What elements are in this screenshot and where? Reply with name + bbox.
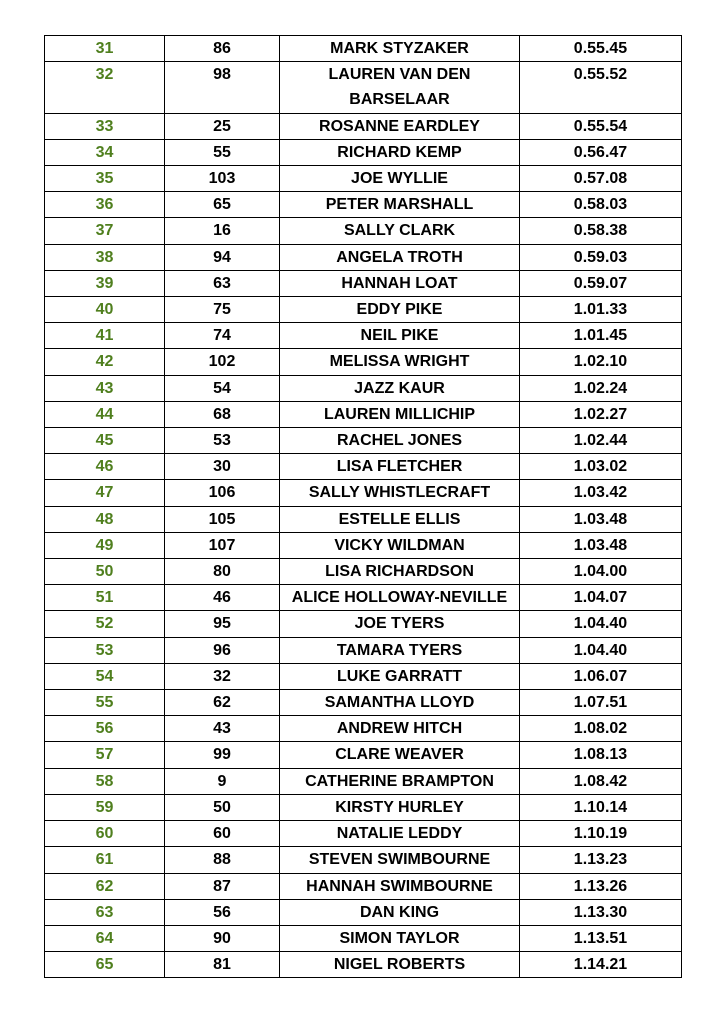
race-number-cell: 25 [165, 113, 280, 139]
table-row [45, 218, 682, 244]
table-row [45, 349, 682, 375]
runner-name-cell: LAUREN MILLICHIP [280, 401, 520, 427]
race-number-cell: 99 [165, 742, 280, 768]
race-number-cell: 102 [165, 349, 280, 375]
finish-time-cell: 1.02.10 [520, 349, 682, 375]
race-number-cell: 86 [165, 36, 280, 62]
position-cell: 61 [45, 847, 165, 873]
race-number-cell: 56 [165, 899, 280, 925]
table-row [45, 139, 682, 165]
position-cell: 35 [45, 166, 165, 192]
position-cell: 55 [45, 690, 165, 716]
finish-time-cell: 1.02.44 [520, 428, 682, 454]
position-cell: 42 [45, 349, 165, 375]
position-cell: 58 [45, 768, 165, 794]
table-row [45, 454, 682, 480]
finish-time-cell: 0.55.45 [520, 36, 682, 62]
race-number-cell: 95 [165, 611, 280, 637]
finish-time-cell: 0.55.52 [520, 62, 682, 113]
finish-time-cell: 1.08.02 [520, 716, 682, 742]
finish-time-cell: 0.59.07 [520, 270, 682, 296]
table-row [45, 637, 682, 663]
table-row [45, 401, 682, 427]
finish-time-cell: 0.58.38 [520, 218, 682, 244]
table-row [45, 742, 682, 768]
position-cell: 45 [45, 428, 165, 454]
finish-time-cell: 1.02.24 [520, 375, 682, 401]
finish-time-cell: 1.13.51 [520, 925, 682, 951]
table-row [45, 559, 682, 585]
runner-name-cell: SALLY WHISTLECRAFT [280, 480, 520, 506]
runner-name-cell: HANNAH SWIMBOURNE [280, 873, 520, 899]
race-number-cell: 30 [165, 454, 280, 480]
position-cell: 33 [45, 113, 165, 139]
race-number-cell: 107 [165, 532, 280, 558]
position-cell: 34 [45, 139, 165, 165]
runner-name-cell: CLARE WEAVER [280, 742, 520, 768]
table-row [45, 532, 682, 558]
race-number-cell: 98 [165, 62, 280, 113]
finish-time-cell: 1.04.40 [520, 637, 682, 663]
runner-name-cell: LISA RICHARDSON [280, 559, 520, 585]
runner-name-cell: SIMON TAYLOR [280, 925, 520, 951]
finish-time-cell: 1.08.13 [520, 742, 682, 768]
table-row [45, 62, 682, 113]
finish-time-cell: 0.55.54 [520, 113, 682, 139]
finish-time-cell: 1.06.07 [520, 663, 682, 689]
table-row [45, 585, 682, 611]
runner-name-cell: PETER MARSHALL [280, 192, 520, 218]
table-row [45, 899, 682, 925]
finish-time-cell: 1.08.42 [520, 768, 682, 794]
runner-name-cell: RACHEL JONES [280, 428, 520, 454]
runner-name-cell: LAUREN VAN DEN BARSELAAR [280, 62, 520, 113]
runner-name-cell: MELISSA WRIGHT [280, 349, 520, 375]
position-cell: 52 [45, 611, 165, 637]
table-row [45, 873, 682, 899]
finish-time-cell: 1.03.48 [520, 506, 682, 532]
finish-time-cell: 1.01.45 [520, 323, 682, 349]
race-number-cell: 94 [165, 244, 280, 270]
finish-time-cell: 1.13.26 [520, 873, 682, 899]
position-cell: 31 [45, 36, 165, 62]
race-number-cell: 103 [165, 166, 280, 192]
position-cell: 51 [45, 585, 165, 611]
position-cell: 47 [45, 480, 165, 506]
runner-name-cell: EDDY PIKE [280, 297, 520, 323]
position-cell: 56 [45, 716, 165, 742]
results-table-body [45, 36, 682, 978]
finish-time-cell: 1.02.27 [520, 401, 682, 427]
runner-name-cell: JOE WYLLIE [280, 166, 520, 192]
finish-time-cell: 1.04.07 [520, 585, 682, 611]
race-number-cell: 43 [165, 716, 280, 742]
table-row [45, 663, 682, 689]
results-table [44, 35, 682, 978]
table-row [45, 323, 682, 349]
race-number-cell: 90 [165, 925, 280, 951]
finish-time-cell: 1.03.42 [520, 480, 682, 506]
runner-name-cell: STEVEN SWIMBOURNE [280, 847, 520, 873]
runner-name-cell: MARK STYZAKER [280, 36, 520, 62]
finish-time-cell: 1.04.40 [520, 611, 682, 637]
runner-name-cell: RICHARD KEMP [280, 139, 520, 165]
table-row [45, 821, 682, 847]
table-row [45, 716, 682, 742]
position-cell: 36 [45, 192, 165, 218]
runner-name-cell: CATHERINE BRAMPTON [280, 768, 520, 794]
runner-name-cell: SALLY CLARK [280, 218, 520, 244]
runner-name-cell: KIRSTY HURLEY [280, 794, 520, 820]
race-number-cell: 55 [165, 139, 280, 165]
position-cell: 39 [45, 270, 165, 296]
table-row [45, 113, 682, 139]
position-cell: 46 [45, 454, 165, 480]
race-number-cell: 16 [165, 218, 280, 244]
race-number-cell: 62 [165, 690, 280, 716]
runner-name-cell: JOE TYERS [280, 611, 520, 637]
race-number-cell: 65 [165, 192, 280, 218]
table-row [45, 244, 682, 270]
race-number-cell: 75 [165, 297, 280, 323]
runner-name-cell: ANDREW HITCH [280, 716, 520, 742]
runner-name-cell: DAN KING [280, 899, 520, 925]
table-row [45, 794, 682, 820]
table-row [45, 768, 682, 794]
race-number-cell: 60 [165, 821, 280, 847]
position-cell: 48 [45, 506, 165, 532]
runner-name-cell: ESTELLE ELLIS [280, 506, 520, 532]
position-cell: 32 [45, 62, 165, 113]
position-cell: 38 [45, 244, 165, 270]
finish-time-cell: 1.03.02 [520, 454, 682, 480]
runner-name-cell: LUKE GARRATT [280, 663, 520, 689]
finish-time-cell: 1.13.23 [520, 847, 682, 873]
table-row [45, 192, 682, 218]
finish-time-cell: 1.07.51 [520, 690, 682, 716]
runner-name-cell: SAMANTHA LLOYD [280, 690, 520, 716]
table-row [45, 952, 682, 978]
runner-name-cell: VICKY WILDMAN [280, 532, 520, 558]
runner-name-cell: NIGEL ROBERTS [280, 952, 520, 978]
position-cell: 57 [45, 742, 165, 768]
finish-time-cell: 1.14.21 [520, 952, 682, 978]
table-row [45, 506, 682, 532]
runner-name-cell: LISA FLETCHER [280, 454, 520, 480]
race-number-cell: 32 [165, 663, 280, 689]
table-row [45, 611, 682, 637]
race-number-cell: 81 [165, 952, 280, 978]
position-cell: 44 [45, 401, 165, 427]
position-cell: 43 [45, 375, 165, 401]
race-number-cell: 9 [165, 768, 280, 794]
runner-name-cell: NATALIE LEDDY [280, 821, 520, 847]
table-row [45, 428, 682, 454]
race-number-cell: 68 [165, 401, 280, 427]
race-number-cell: 80 [165, 559, 280, 585]
finish-time-cell: 1.04.00 [520, 559, 682, 585]
position-cell: 54 [45, 663, 165, 689]
table-row [45, 297, 682, 323]
table-row [45, 375, 682, 401]
position-cell: 53 [45, 637, 165, 663]
runner-name-cell: NEIL PIKE [280, 323, 520, 349]
position-cell: 60 [45, 821, 165, 847]
runner-name-cell: TAMARA TYERS [280, 637, 520, 663]
runner-name-cell: HANNAH LOAT [280, 270, 520, 296]
position-cell: 63 [45, 899, 165, 925]
finish-time-cell: 0.56.47 [520, 139, 682, 165]
finish-time-cell: 1.10.19 [520, 821, 682, 847]
race-number-cell: 46 [165, 585, 280, 611]
race-number-cell: 87 [165, 873, 280, 899]
position-cell: 65 [45, 952, 165, 978]
position-cell: 40 [45, 297, 165, 323]
table-row [45, 166, 682, 192]
position-cell: 37 [45, 218, 165, 244]
race-number-cell: 63 [165, 270, 280, 296]
race-number-cell: 105 [165, 506, 280, 532]
position-cell: 49 [45, 532, 165, 558]
race-number-cell: 96 [165, 637, 280, 663]
finish-time-cell: 0.57.08 [520, 166, 682, 192]
finish-time-cell: 1.03.48 [520, 532, 682, 558]
table-row [45, 36, 682, 62]
finish-time-cell: 0.59.03 [520, 244, 682, 270]
race-number-cell: 54 [165, 375, 280, 401]
runner-name-cell: JAZZ KAUR [280, 375, 520, 401]
runner-name-cell: ROSANNE EARDLEY [280, 113, 520, 139]
table-row [45, 847, 682, 873]
finish-time-cell: 1.13.30 [520, 899, 682, 925]
position-cell: 59 [45, 794, 165, 820]
runner-name-cell: ANGELA TROTH [280, 244, 520, 270]
position-cell: 50 [45, 559, 165, 585]
finish-time-cell: 1.01.33 [520, 297, 682, 323]
race-number-cell: 106 [165, 480, 280, 506]
position-cell: 41 [45, 323, 165, 349]
race-number-cell: 74 [165, 323, 280, 349]
table-row [45, 480, 682, 506]
position-cell: 62 [45, 873, 165, 899]
table-row [45, 270, 682, 296]
race-number-cell: 88 [165, 847, 280, 873]
table-row [45, 690, 682, 716]
table-row [45, 925, 682, 951]
race-number-cell: 50 [165, 794, 280, 820]
race-number-cell: 53 [165, 428, 280, 454]
finish-time-cell: 0.58.03 [520, 192, 682, 218]
position-cell: 64 [45, 925, 165, 951]
finish-time-cell: 1.10.14 [520, 794, 682, 820]
runner-name-cell: ALICE HOLLOWAY-NEVILLE [280, 585, 520, 611]
